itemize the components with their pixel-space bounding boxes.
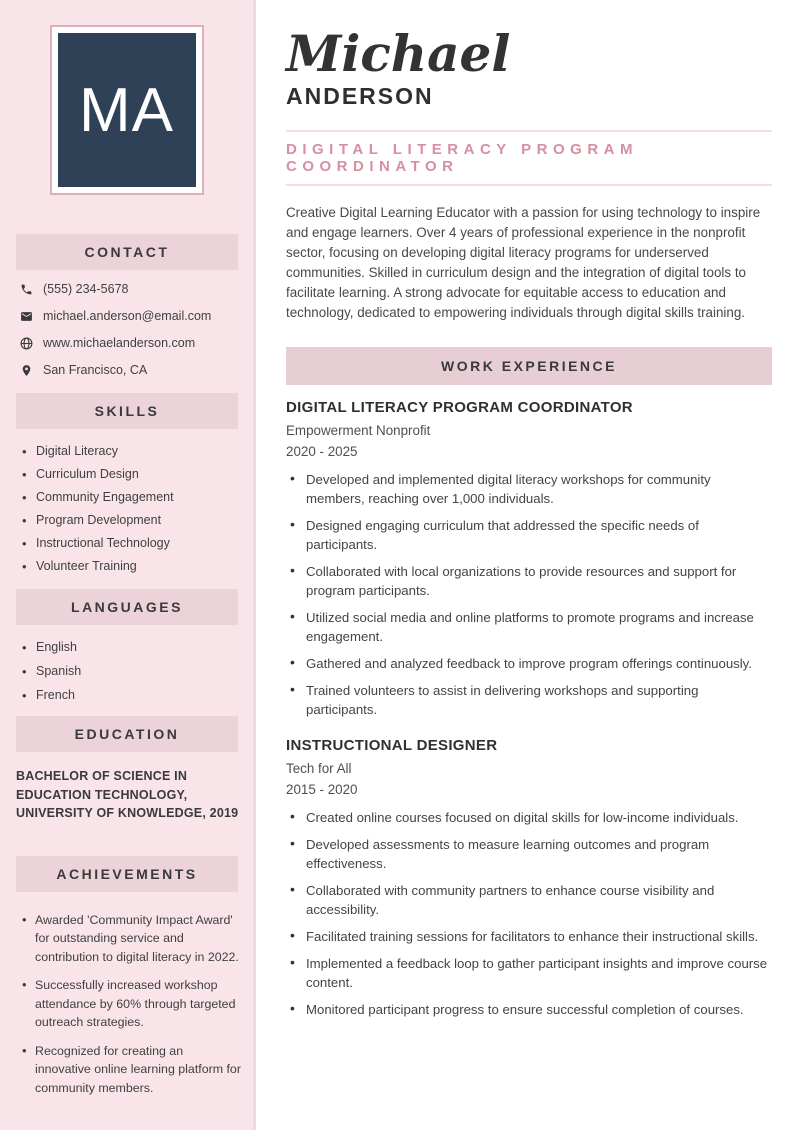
job-bullet: • Collaborated with community partners to enhance course visibility and accessibility. bbox=[290, 881, 772, 919]
profile-initials: MA bbox=[79, 75, 174, 145]
work-experience-header bbox=[286, 347, 772, 385]
sidebar bbox=[0, 0, 253, 1130]
headline-rule-top bbox=[286, 130, 772, 132]
job-bullet: • Created online courses focused on digital skills for low-income individuals. bbox=[290, 808, 772, 827]
education-degree: BACHELOR OF SCIENCE IN EDUCATION TECHNOLOGY, UNIVERSITY OF KNOWLEDGE, 2019 bbox=[16, 769, 239, 820]
job-entry bbox=[286, 737, 772, 1019]
skill-item: • Instructional Technology bbox=[22, 537, 239, 550]
job-bullet-list bbox=[290, 808, 772, 1019]
first-name: Michael bbox=[286, 24, 511, 83]
job-bullet: • Developed assessments to measure learning outcomes and program effectiveness. bbox=[290, 835, 772, 873]
achievement-item: • Successfully increased workshop attendance by 60% through targeted outreach strategies. bbox=[22, 976, 241, 1032]
contact-item-email bbox=[20, 309, 241, 323]
skills-list bbox=[22, 445, 239, 573]
job-dates: 2020 - 2025 bbox=[286, 444, 358, 459]
headline-title: DIGITAL LITERACY PROGRAM COORDINATOR bbox=[286, 141, 639, 175]
job-bullet: • Trained volunteers to assist in delivering workshops and supporting participants. bbox=[290, 681, 772, 719]
job-dates: 2015 - 2020 bbox=[286, 782, 358, 797]
skill-item: • Curriculum Design bbox=[22, 468, 239, 481]
job-company: Empowerment Nonprofit bbox=[286, 423, 431, 438]
languages-list bbox=[22, 641, 239, 702]
language-item: • English bbox=[22, 641, 239, 654]
job-entry bbox=[286, 399, 772, 719]
languages-section-header bbox=[16, 589, 238, 625]
job-title: DIGITAL LITERACY PROGRAM COORDINATOR bbox=[286, 399, 633, 416]
contact-phone-text: (555) 234-5678 bbox=[43, 282, 129, 296]
profile-photo bbox=[58, 33, 196, 187]
job-bullet: • Monitored participant progress to ensure successful completion of courses. bbox=[290, 1000, 772, 1019]
job-bullet: • Implemented a feedback loop to gather participant insights and improve course content. bbox=[290, 954, 772, 992]
achievement-item: • Awarded 'Community Impact Award' for outstanding service and contribution to digital literacy in 2022. bbox=[22, 911, 241, 967]
last-name: ANDERSON bbox=[286, 83, 434, 109]
job-bullet: • Designed engaging curriculum that addressed the specific needs of participants. bbox=[290, 516, 772, 554]
phone-icon bbox=[20, 283, 33, 296]
contact-item-phone bbox=[20, 282, 241, 296]
job-bullet-list bbox=[290, 470, 772, 719]
globe-icon bbox=[20, 337, 33, 350]
education-section-title: EDUCATION bbox=[74, 726, 180, 742]
skills-section-header bbox=[16, 393, 238, 429]
achievements-section-title: ACHIEVEMENTS bbox=[56, 865, 198, 882]
headline-rule-bottom bbox=[286, 184, 772, 186]
skill-item: • Volunteer Training bbox=[22, 560, 239, 573]
profile-photo-frame bbox=[50, 25, 204, 195]
work-experience-title: WORK EXPERIENCE bbox=[441, 358, 617, 374]
achievements-list bbox=[22, 911, 241, 1098]
main-content bbox=[256, 0, 800, 1130]
job-bullet: • Developed and implemented digital literacy workshops for community members, reaching over 1,000 individuals. bbox=[290, 470, 772, 508]
education-section-header bbox=[16, 716, 238, 752]
job-bullet: • Collaborated with local organizations to provide resources and support for program participants. bbox=[290, 562, 772, 600]
job-bullet: • Facilitated training sessions for facilitators to enhance their instructional skills. bbox=[290, 927, 772, 946]
job-title: INSTRUCTIONAL DESIGNER bbox=[286, 737, 498, 754]
skill-item: • Community Engagement bbox=[22, 491, 239, 504]
contact-website-text: www.michaelanderson.com bbox=[43, 336, 196, 350]
contact-location-text: San Francisco, CA bbox=[43, 363, 148, 377]
contact-email-text: michael.anderson@email.com bbox=[43, 309, 212, 323]
contact-item-location bbox=[20, 363, 241, 377]
language-item: • Spanish bbox=[22, 665, 239, 678]
job-bullet: • Gathered and analyzed feedback to improve program offerings continuously. bbox=[290, 654, 772, 673]
job-bullet: • Utilized social media and online platforms to promote programs and increase engagement. bbox=[290, 608, 772, 646]
languages-section-title: LANGUAGES bbox=[71, 599, 183, 615]
skill-item: • Program Development bbox=[22, 514, 239, 527]
contact-item-website bbox=[20, 336, 241, 350]
achievement-item: • Recognized for creating an innovative online learning platform for community members. bbox=[22, 1042, 241, 1098]
professional-summary: Creative Digital Learning Educator with a passion for using technology to inspire and engage learners. Over 4 years of professional experience in the nonprofit sector, focusing on developing digital literacy programs for underserved communities. Skilled in curriculum design and the integration of digital tools to facilitate learning. A strong advocate for equitable access to education and technology, dedicated to empowering individuals through digital skills training. bbox=[286, 205, 761, 320]
language-item: • French bbox=[22, 689, 239, 702]
contact-list bbox=[20, 282, 241, 377]
skills-section-title: SKILLS bbox=[94, 403, 160, 419]
location-icon bbox=[20, 364, 33, 377]
skill-item: • Digital Literacy bbox=[22, 445, 239, 458]
email-icon bbox=[20, 310, 33, 323]
achievements-section-header bbox=[16, 856, 238, 892]
contact-section-header bbox=[16, 234, 238, 270]
contact-section-title: CONTACT bbox=[84, 244, 170, 260]
job-company: Tech for All bbox=[286, 761, 352, 776]
